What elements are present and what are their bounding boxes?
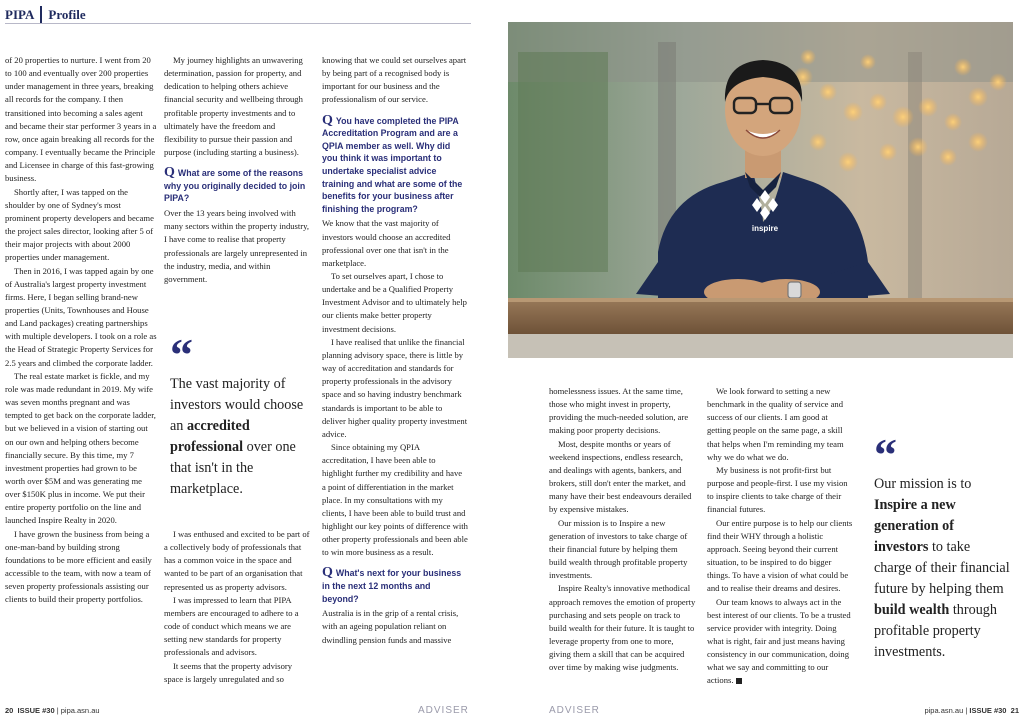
paragraph: Over the 13 years being involved with many sectors within the property industry, I have come to realise that property professionals are largely unrepresented in the industry, media, and within government.	[164, 208, 310, 284]
paragraph: homelessness issues. At the same time, those who might invest in property, providing the much-needed solution, are making poor property decisions.	[549, 386, 689, 436]
quote-mark-icon: “	[874, 429, 897, 480]
page-number: 20	[5, 706, 14, 715]
paragraph: Inspire Realty's innovative methodical approach removes the emotion of property purchasing and sets people on track to build wealth for their future. It is taught to leverage property from one to more, giving them a skill that can be acquired over time by making wise judgments.	[549, 583, 696, 673]
pull-quote-emphasis: build wealth	[874, 602, 950, 618]
q-mark-icon: Q	[164, 165, 175, 181]
question-text: You have completed the PIPA Accreditation Program and are a QPIA member as well. Why did you think it was important to undertake specialist advice training and what are some of the benefits for your business after finishing the program?	[322, 115, 463, 214]
pull-quote-part: Our mission is to	[874, 476, 972, 492]
end-mark-icon	[736, 678, 742, 684]
paragraph: We know that the vast majority of investors would choose an accredited professional over one that isn't in the marketplace.	[322, 218, 451, 268]
page-header	[5, 5, 86, 25]
paragraph: We look forward to setting a new benchmark in the quality of service and success of our clients. I am good at getting people on the same page, a skill that helps when I'm reminding my team why we do what we do.	[707, 386, 844, 462]
portrait-illustration	[508, 22, 1013, 358]
header-section: Profile	[48, 7, 86, 22]
pull-quote-1	[170, 329, 306, 500]
adviser-wordmark: ADVISER	[549, 705, 600, 716]
question-text: What are some of the reasons why you originally decided to join PIPA?	[164, 168, 306, 204]
q-mark-icon: Q	[322, 565, 333, 581]
paragraph: I was enthused and excited to be part of a collectively body of professionals that has a common voice in the space and wanted to be part of an organisation that represented us as property advisors.	[164, 529, 310, 592]
paragraph: To set ourselves apart, I chose to undertake and be a Qualified Property Investment Advisor and to ultimately help our clients make better property investment decisions.	[322, 271, 467, 334]
paragraph-text: Our team knows to always act in the best interest of our clients. To be a trusted service provider with integrity. Doing what is right, fair and just means having consistency in our communication, doing what we say and committing to our actions.	[707, 596, 851, 686]
paragraph: The real estate market is fickle, and my role was made redundant in 2019. My wife was seven months pregnant and was tempted to get back on the corporate ladder, but we believed in a vision of starting out on our own and helping others become financially secure. By this time, my 7 investment properties had grown to be worth over $5M and was generating me over $150K plus in income. We put their entire property portfolio on the line and launched Inspire Realty in 2020.	[5, 370, 156, 526]
paragraph: knowing that we could set ourselves apart by being part of a recognised body is important for our business and the professionalism of our service.	[322, 55, 467, 105]
pull-quote-2	[874, 429, 1010, 663]
question-heading	[322, 112, 468, 216]
paragraph: Shortly after, I was tapped on the shoulder by one of Sydney's most prominent property developers and became the project sales director, looking after 5 of their major projects with about 2000 properties under management.	[5, 186, 154, 263]
shirt-logo-text: inspire	[751, 224, 779, 233]
paragraph: It seems that the property advisory space is largely unregulated and so	[164, 660, 293, 684]
paragraph: Our mission is to Inspire a new generation of investors to take charge of their financial future by helping them build wealth through profitable property investments.	[549, 517, 688, 581]
pull-quote-part: through profitable property investments.	[874, 602, 997, 660]
paragraph: Most, despite months or years of weekend inspections, endless research, and dealings with agents, bankers, and brokers, still don't enter the market, and many have their best endeavours derailed by expensive mistakes.	[549, 438, 692, 515]
paragraph	[707, 596, 853, 688]
question-heading	[322, 567, 468, 605]
footer-left: 20 ISSUE #30 | pipa.asn.au	[5, 706, 100, 715]
paragraph: Then in 2016, I was tapped again by one of Australia's largest property investment firms. Here, I began selling brand-new properties (Units, Townhouses and House and Land packages) creating partnerships with multiple developers. I took on a role as the Head of Strategic Property Services for 2.5 years and climbed the corporate ladder.	[5, 265, 157, 368]
paragraph: Australia is in the grip of a rental crisis, with an ageing population reliant on dwindling pension funds and massive	[322, 608, 459, 645]
paragraph: My journey highlights an unwavering determination, passion for property, and dedication to helping others achieve financial security and wellbeing through profitable property investments and to ultimately have the freedom and flexibility to pursue their passion and purpose (including starting a business).	[164, 55, 303, 158]
paragraph: I was impressed to learn that PIPA members are encouraged to adhere to a code of conduct which means we are setting new standards for property professionals and advisors.	[164, 594, 299, 658]
header-rule	[5, 23, 471, 24]
pull-quote-text	[170, 374, 306, 500]
issue-label: ISSUE #30	[17, 706, 55, 715]
paragraph: I have realised that unlike the financial planning advisory space, there is little by way of accreditation and standards for property professionals in the advisory space and so having industry benchmark standards is important to be able to deliver higher quality property investment advice.	[322, 336, 468, 439]
pull-quote-text	[874, 474, 1010, 663]
pull-quote-emphasis: Inspire a new generation of investors	[874, 497, 956, 555]
column-1	[5, 54, 157, 607]
pull-quote-part: to take charge of their financial future by helping them	[874, 539, 1010, 597]
column-5	[707, 385, 853, 688]
column-4	[549, 385, 697, 674]
pull-quote-part: The vast majority of investors would choose an	[170, 376, 304, 434]
paragraph: My business is not profit-first but purpose and people-first. I use my vision to inspire clients to take charge of their financial futures.	[707, 464, 848, 515]
paragraph: I have grown the business from being a one-man-band by building strong foundations to be more efficient and easily accessible to the team, with now a team of seven property professionals assisting our clients to build their property portfolios.	[5, 528, 152, 605]
pull-quote-part: over one that isn't in the marketplace.	[170, 439, 296, 497]
column-2-top	[164, 54, 310, 286]
q-mark-icon: Q	[322, 112, 333, 128]
footer-right: pipa.asn.au | ISSUE #30 21	[924, 706, 1019, 715]
portrait-photo	[508, 22, 1013, 358]
column-3	[322, 54, 468, 647]
adviser-wordmark: ADVISER	[418, 705, 469, 716]
issue-label: ISSUE #30	[969, 706, 1007, 715]
column-2-bottom	[164, 528, 310, 686]
header-brand: PIPA	[5, 7, 35, 22]
paragraph: of 20 properties to nurture. I went from 20 to 100 and eventually over 200 properties under management in three years, breaking all records for the company. I then transitioned into becoming a sales agent and became their star performer 3 years in a row, once again breaking all records for the company. I eventually became the Principle and Licensee in charge of this fast-growing business.	[5, 55, 157, 184]
paragraph: Since obtaining my QPIA accreditation, I have been able to highlight further my credibility and have a point of differentiation in the market place. In my consultations with my clients, I have been able to build trust and highlight our key points of difference with other property professionals and been able to win more business as a result.	[322, 442, 468, 558]
site-link: pipa.asn.au	[924, 706, 964, 715]
pull-quote-emphasis: accredited professional	[170, 418, 250, 455]
site-link: pipa.asn.au	[60, 706, 100, 715]
question-heading	[164, 167, 310, 205]
question-text: What's next for your business in the next 12 months and beyond?	[322, 568, 462, 604]
page-number: 21	[1010, 706, 1019, 715]
paragraph: Our entire purpose is to help our clients find their WHY through a holistic approach. Seeing beyond their current situation, to be inspired to do bigger things. To have a vision of what could be and to realise their dreams and desires.	[707, 517, 853, 594]
header-divider	[40, 6, 42, 24]
quote-mark-icon: “	[170, 329, 193, 380]
